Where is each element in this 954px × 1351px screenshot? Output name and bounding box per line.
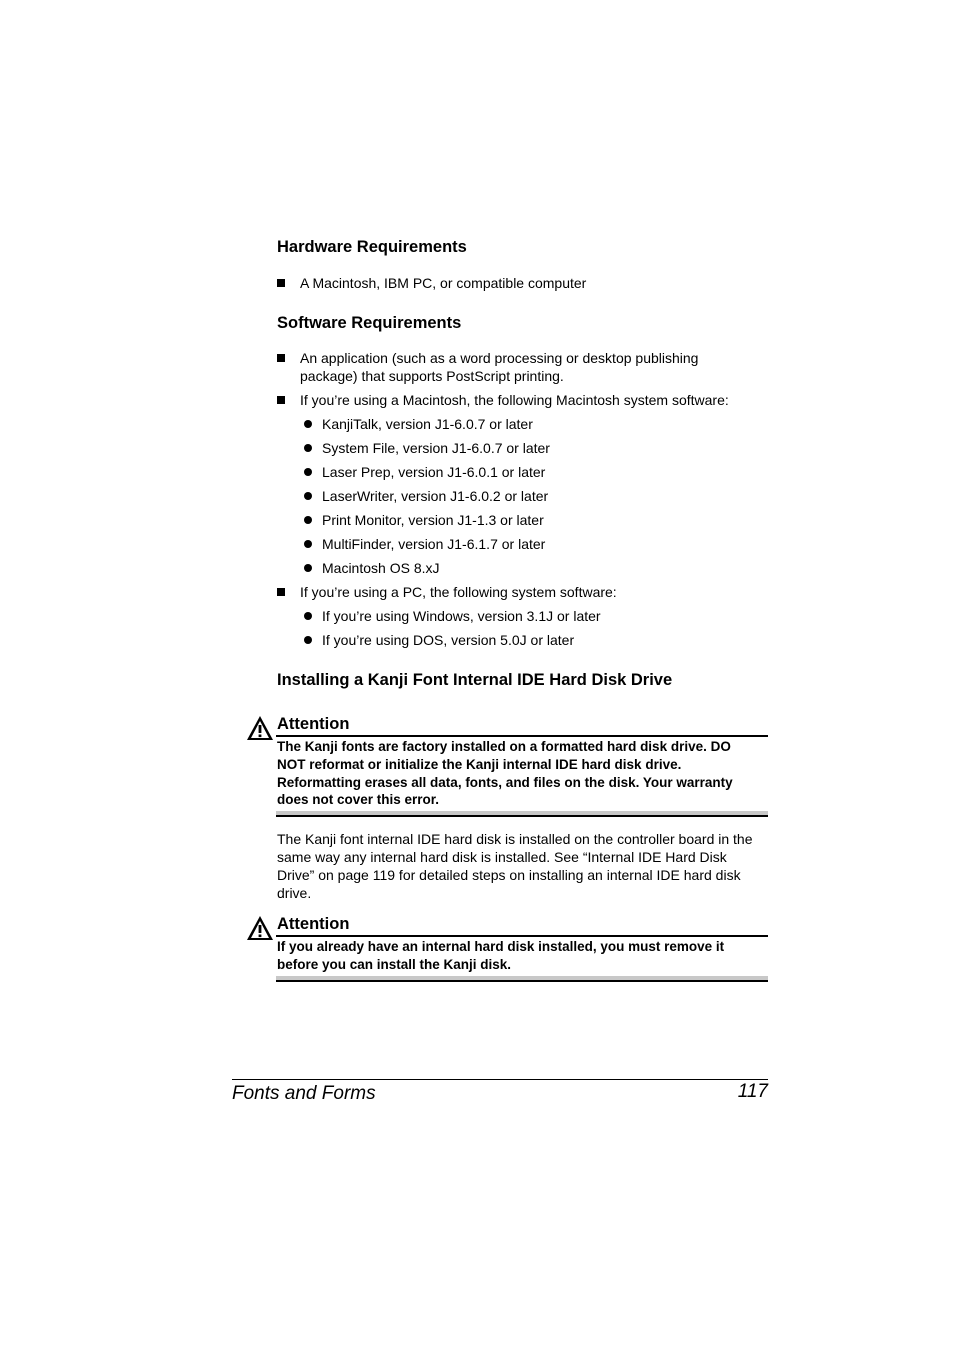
- round-bullet-icon: [304, 492, 312, 500]
- attention-text: The Kanji fonts are factory installed on a formatted hard disk drive. DO NOT reformat or initialize the Kanji internal IDE hard disk drive. Reformatting erases all data, fonts, and files on the disk. Your warranty does not cover this error.: [277, 739, 733, 808]
- installing-heading: Installing a Kanji Font Internal IDE Hard Disk Drive: [277, 671, 673, 689]
- body-paragraph: The Kanji font internal IDE hard disk is installed on the controller board in the same way any internal hard disk is installed. See “Internal IDE Hard Disk Drive” on page 119 for detailed steps on installing an internal IDE hard disk drive.: [277, 831, 753, 901]
- square-bullet-icon: [277, 354, 285, 362]
- round-bullet-icon: [304, 420, 312, 428]
- attention-bottom-rule: [276, 815, 768, 817]
- square-bullet-icon: [277, 396, 285, 404]
- warning-icon: [246, 915, 274, 941]
- attention-box: [246, 915, 768, 985]
- page-number: 117: [737, 1081, 768, 1102]
- square-bullet-icon: [277, 588, 285, 596]
- warning-icon: [246, 715, 274, 741]
- round-bullet-icon: [304, 612, 312, 620]
- footer-rule: [232, 1079, 768, 1080]
- round-bullet-icon: [304, 444, 312, 452]
- attention-bottom-rule: [276, 980, 768, 982]
- software-heading: Software Requirements: [277, 314, 462, 332]
- attention-top-rule: [276, 735, 768, 737]
- square-bullet-icon: [277, 279, 285, 287]
- round-bullet-icon: [304, 540, 312, 548]
- attention-label: Attention: [277, 915, 350, 933]
- attention-label: Attention: [277, 715, 350, 733]
- round-bullet-icon: [304, 468, 312, 476]
- round-bullet-icon: [304, 636, 312, 644]
- hardware-heading: Hardware Requirements: [277, 238, 467, 256]
- round-bullet-icon: [304, 564, 312, 572]
- footer-section-title: Fonts and Forms: [232, 1083, 376, 1104]
- attention-top-rule: [276, 935, 768, 937]
- attention-box: [246, 715, 768, 820]
- attention-text: If you already have an internal hard disk installed, you must remove it before you can install the Kanji disk.: [277, 939, 725, 972]
- round-bullet-icon: [304, 516, 312, 524]
